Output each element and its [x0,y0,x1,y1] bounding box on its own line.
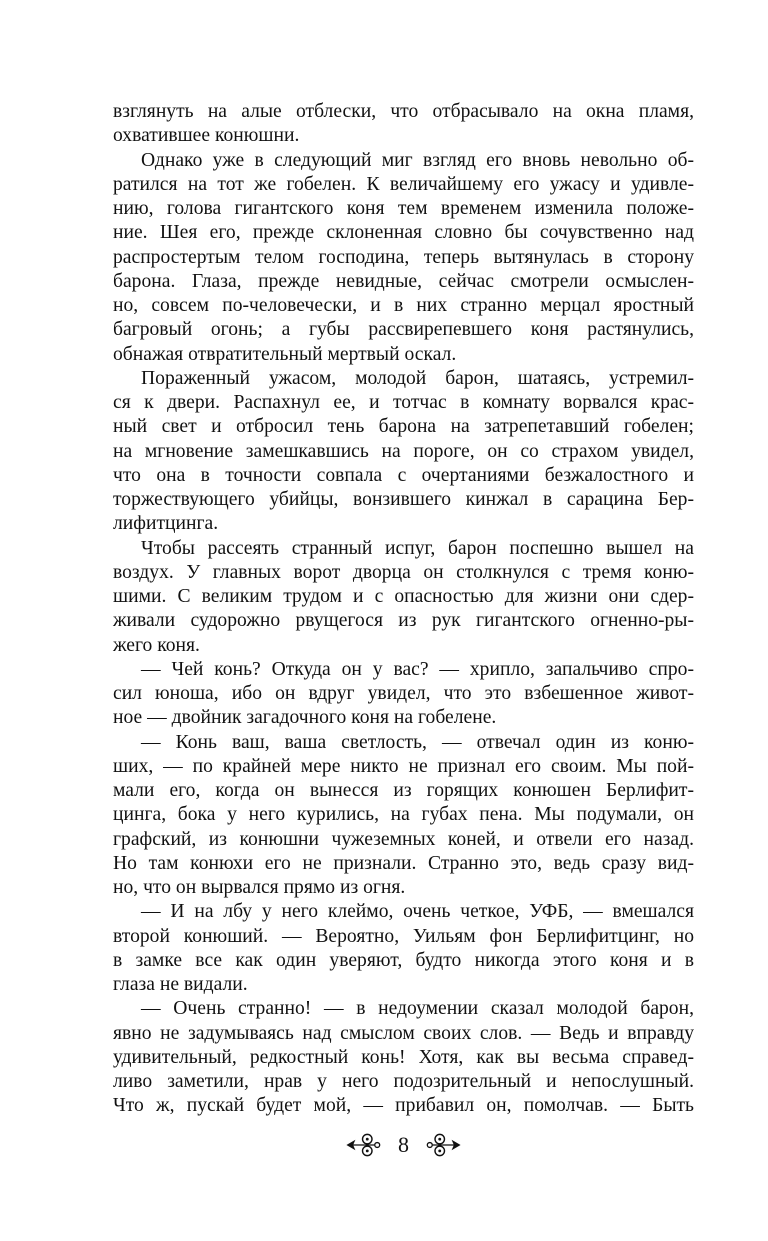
paragraph [113,537,694,658]
text-line: в замке все как один уверяют, будто никогда этого коня и в [113,949,694,971]
text-line: ратился на тот же гобелен. К величайшему его ужасу и удивле- [113,173,694,195]
text-line: взглянуть на алые отблески, что отбрасывало на окна пламя, [113,101,694,122]
text-line: Чтобы рассеять странный испуг, барон поспешно вышел на [141,537,694,559]
paragraph [113,367,694,537]
text-line: живали судорожно рвущегося из рук гигантского огненно-ры- [113,610,694,632]
paragraph [113,997,694,1118]
text-line: мали его, когда он вынесся из горящих конюшен Берлифит- [113,780,694,801]
text-line: нию, голова гигантского коня тем временем изменила положе- [113,198,694,219]
text-line: Пораженный ужасом, молодой барон, шатаясь, устремил- [141,367,694,389]
text-line: но, что он вырвался прямо из огня. [113,877,406,898]
text-line: жего коня. [113,634,200,656]
text-line: багровый огонь; а губы рассвирепевшего коня растянулись, [113,319,694,341]
paragraph [113,900,694,997]
text-line: торжествующего убийцы, вонзившего кинжал в сарацина Бер- [113,489,694,510]
text-line: явно не задумываясь над смыслом своих слов. — Ведь и вправду [113,1022,694,1044]
text-line: распростертым телом господина, теперь вытянулась в сторону [113,246,694,268]
text-line: графский, из конюшни чужеземных коней, и отвели его назад. [113,828,694,850]
text-line: ние. Шея его, прежде склоненная словно бы сочувственно над [113,222,694,244]
text-line: ный свет и отбросил тень барона на затрепетавший гобелен; [113,416,694,438]
text-line: охватившее конюшни. [113,125,300,147]
text-line: сил юноша, ибо он вдруг увидел, что это взбешенное живот- [113,683,694,704]
paragraph [113,658,694,731]
text-line: глаза не видали. [113,974,248,995]
text-line: — И на лбу у него клеймо, очень четкое, УФБ, — вмешался [141,901,694,923]
text-line: на мгновение замешкавшись на пороге, он со страхом увидел, [113,440,694,462]
text-line: Но там конюхи его не признали. Странно это, ведь сразу вид- [113,852,694,874]
text-line: второй конюший. — Вероятно, Уильям фон Берлифитцинг, но [113,925,694,947]
paragraph [113,149,694,367]
paragraph [113,100,694,149]
text-line: ших, — по крайней мере никто не признал его своим. Мы пой- [113,755,694,777]
page-number: 8 [398,1132,409,1157]
text-line: цинга, бока у него курились, на губах пена. Мы подумали, он [113,804,694,826]
text-line: ливо заметили, нрав у него подозрительный и непослушный. [113,1071,694,1092]
text-block [113,100,694,1119]
text-line: — Очень странно! — в недоумении сказал молодой барон, [141,998,694,1020]
text-line: что она в точности совпала с очертаниями безжалостного и [113,464,694,486]
text-line: ное — двойник загадочного коня на гобелене. [113,707,497,729]
fleuron-right-icon [426,1132,462,1158]
text-line: ся к двери. Распахнул ее, и тотчас в комнату ворвался крас- [113,392,694,413]
fleuron-left-icon [345,1132,381,1158]
text-line: Однако уже в следующий миг взгляд его вновь невольно об- [141,149,694,171]
text-line: барона. Глаза, прежде невидные, сейчас смотрели осмыслен- [113,270,694,292]
paragraph [113,731,694,901]
text-line: — Чей конь? Откуда он у вас? — хрипло, запальчиво спро- [141,658,694,680]
text-line: Что ж, пускай будет мой, — прибавил он, помолчав. — Быть [113,1095,694,1117]
page-footer [113,1131,694,1159]
text-line: но, совсем по-человечески, и в них странно мерцал яростный [113,295,694,316]
text-line: — Конь ваш, ваша светлость, — отвечал один из коню- [141,731,694,753]
text-line: шими. С великим трудом и с опасностью для жизни они сдер- [113,586,694,607]
text-line: удивительный, редкостный конь! Хотя, как вы весьма справед- [113,1046,694,1068]
text-line: воздух. У главных ворот дворца он столкнулся с тремя коню- [113,561,694,583]
text-line: обнажая отвратительный мертвый оскал. [113,343,457,365]
text-line: лифитцинга. [113,513,219,535]
